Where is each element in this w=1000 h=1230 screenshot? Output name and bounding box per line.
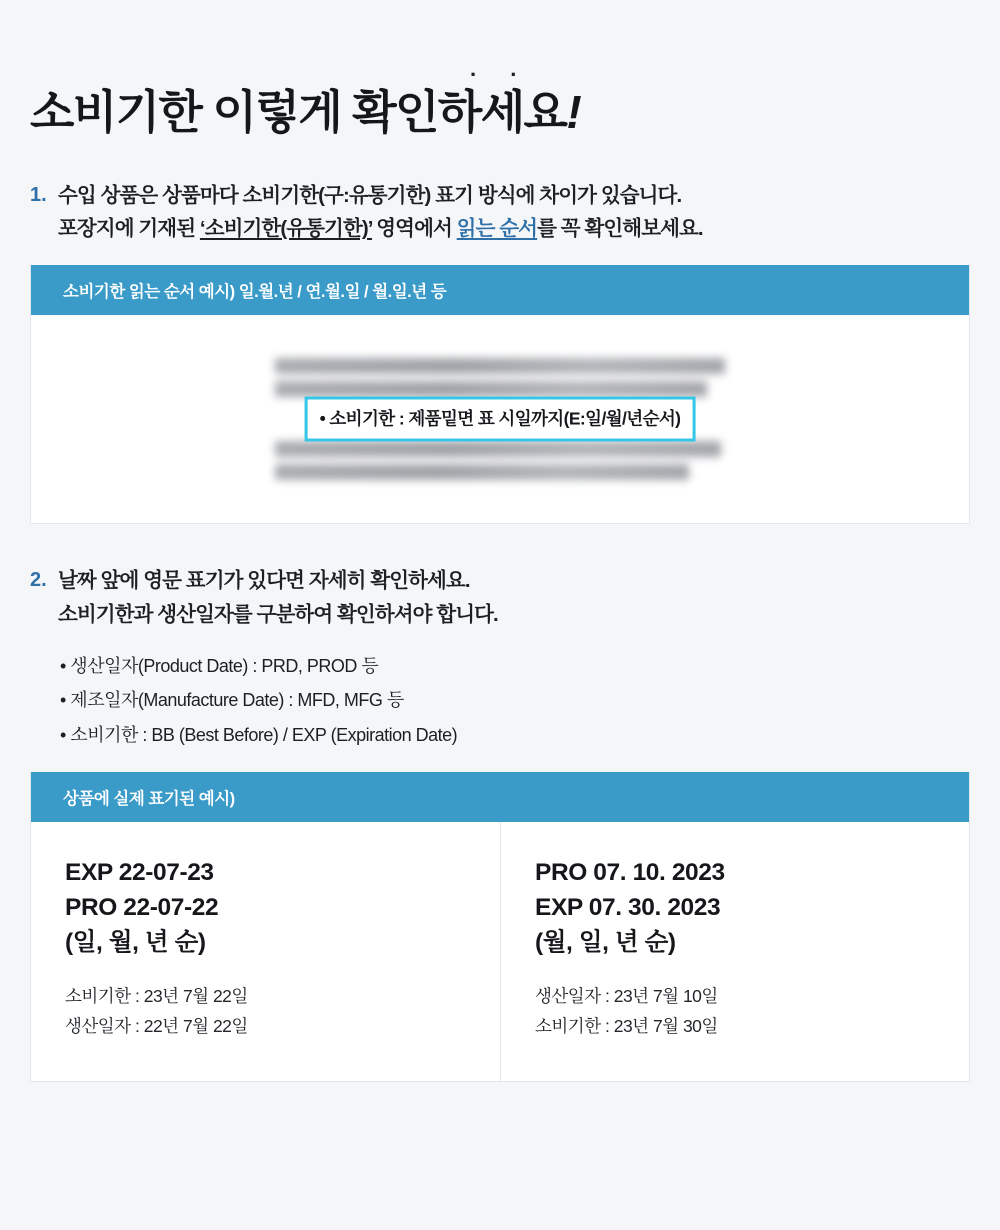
panel-2-header: 상품에 실제 표기된 예시) (31, 772, 969, 822)
right-code-line-2: EXP 07. 30. 2023 (535, 894, 721, 922)
line2-highlight-term: 읽는 순서 (456, 217, 538, 241)
list-item-1-line-2 (58, 212, 703, 245)
list-item-2 (30, 564, 970, 630)
right-note-block (535, 981, 969, 1041)
left-code-block (65, 856, 500, 960)
list-item-2-number: 2. (30, 569, 47, 592)
left-note-block (65, 981, 500, 1041)
right-note-line-2: 소비기한 : 23년 7월 30일 (535, 1015, 718, 1036)
product-label-image (31, 315, 969, 523)
panel-2-body (31, 822, 969, 1081)
list-item-1-body (58, 179, 703, 245)
right-code-block (535, 856, 969, 960)
page-title-exclamation: ! (566, 86, 581, 138)
example-column-left (31, 822, 500, 1081)
blur-line (275, 381, 707, 397)
list-item-2-line-2: 소비기한과 생산일자를 구분하여 확인하셔야 합니다. (58, 602, 498, 626)
abbreviation-bullet-list (60, 649, 970, 753)
bullet-item: • 제조일자(Manufacture Date) : MFD, MFG 등 (60, 690, 404, 711)
example-panel-actual-labels (30, 772, 970, 1082)
page-title (30, 86, 970, 139)
left-code-line-1: EXP 22-07-23 (65, 859, 214, 887)
left-note-line-1: 소비기한 : 23년 7월 22일 (65, 985, 248, 1006)
right-code-line-3: (월, 일, 년 순) (535, 928, 676, 956)
blur-line (275, 358, 725, 374)
highlighted-expiry-line: • 소비기한 : 제품밑면 표 시일까지(E:일/월/년순서) (305, 397, 696, 442)
example-columns (31, 822, 969, 1081)
line2-underline-term: ‘소비기한(유통기한)’ (199, 217, 373, 241)
blur-line (275, 441, 721, 457)
left-code-line-3: (일, 월, 년 순) (65, 928, 206, 956)
list-item-2-line-1: 날짜 앞에 영문 표기가 있다면 자세히 확인하세요. (58, 569, 470, 593)
left-code-line-2: PRO 22-07-22 (65, 894, 219, 922)
line2-part-b: 영역에서 (372, 217, 457, 241)
bullet-item: • 생산일자(Product Date) : PRD, PROD 등 (60, 655, 379, 676)
line2-part-a: 포장지에 기재된 (58, 217, 200, 241)
right-code-line-1: PRO 07. 10. 2023 (535, 859, 725, 887)
panel-1-header: 소비기한 읽는 순서 예시) 일.월.년 / 연.월.일 / 월.일.년 등 (31, 265, 969, 315)
example-column-right (500, 822, 969, 1081)
list-item-2-body (58, 564, 498, 630)
right-note-line-1: 생산일자 : 23년 7월 10일 (535, 985, 718, 1006)
decorative-dots: . . (470, 56, 531, 81)
bullet-item: • 소비기한 : BB (Best Before) / EXP (Expiration Date) (60, 724, 458, 745)
page-header (30, 0, 970, 139)
list-item-1-line-1: 수입 상품은 상품마다 소비기한(구:유통기한) 표기 방식에 차이가 있습니다. (58, 183, 682, 207)
panel-1-body (31, 315, 969, 523)
example-panel-reading-order (30, 265, 970, 524)
left-note-line-2: 생산일자 : 22년 7월 22일 (65, 1015, 248, 1036)
blur-line (275, 464, 689, 480)
page-title-text: 소비기한 이렇게 확인하세요 (30, 86, 567, 138)
list-item-1 (30, 179, 970, 245)
line2-part-c: 를 꼭 확인해보세요. (537, 217, 703, 241)
list-item-1-number: 1. (30, 183, 47, 206)
